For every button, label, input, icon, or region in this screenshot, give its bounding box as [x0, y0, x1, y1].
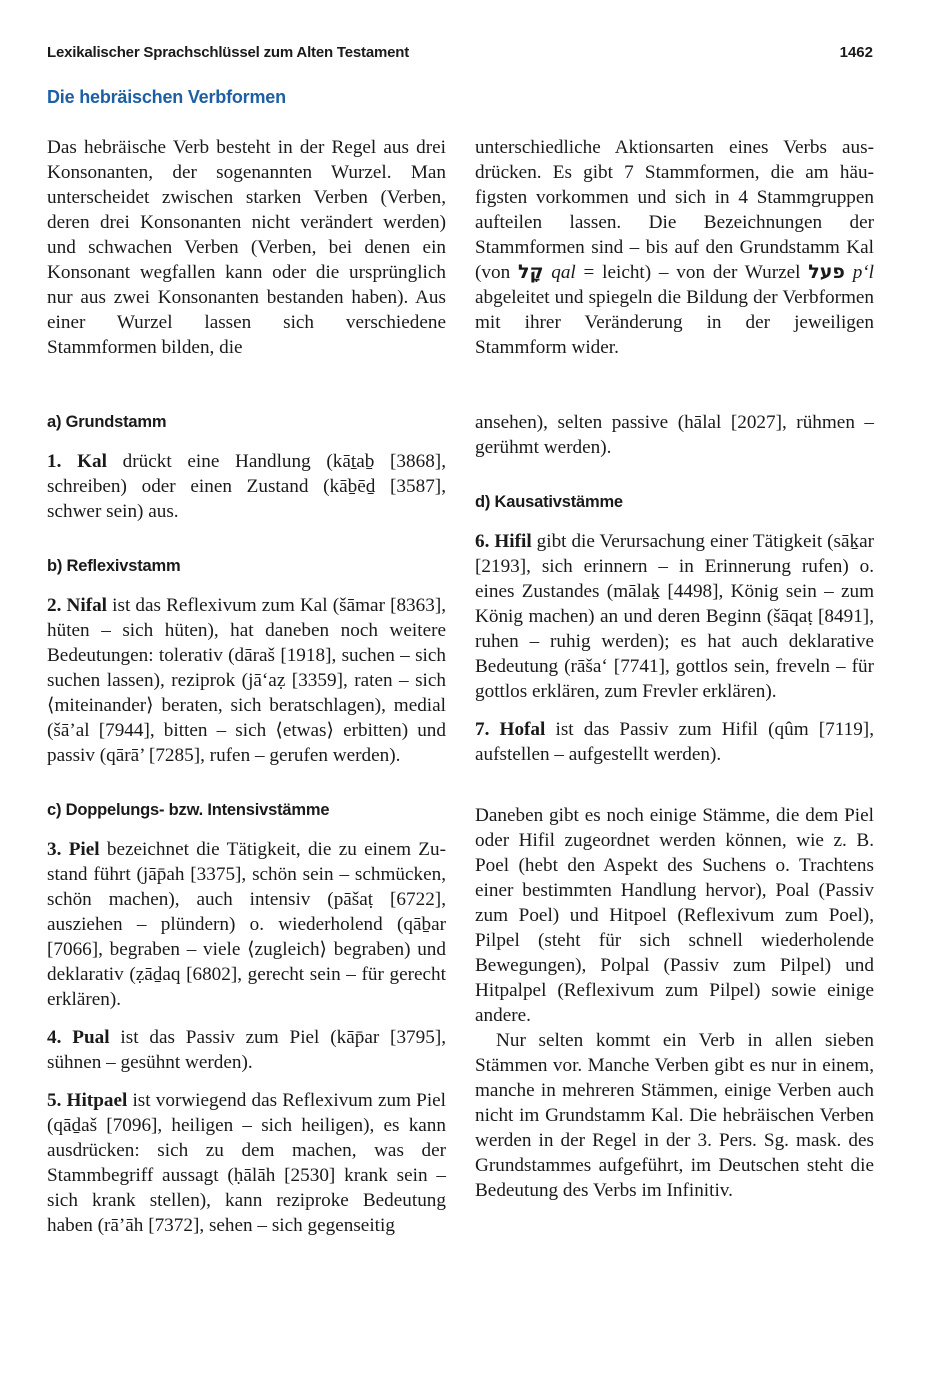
entry-nifal-number: 2. [47, 595, 62, 616]
translit-pl: p‘l [852, 262, 875, 283]
intro-right-column [475, 135, 874, 360]
entry-nifal-term: Nifal [66, 595, 108, 616]
heading-kausativstaemme: d) Kausativstämme [475, 493, 623, 511]
entry-hitpael [47, 1088, 446, 1238]
entry-hitpael-continued: ansehen), selten passive (hālal [2027], rühmen – gerühmt werden). [475, 412, 874, 458]
entry-nifal-text: ist das Reflexivum zum Kal (šāmar [8363], hüten – sich hüten), hat daneben noch weitere Bedeutungen: tolerativ (dāraš [1918], suchen – sich suchen lassen), reziprok (jā‘aẓ [3359], raten – sich ⟨miteinander⟩ beraten, sich beratschlagen), medial (šā’al [7944], bitten – sich ⟨etwas⟩ erbitten) und passiv (qārā’ [7285], rufen – gerufen werden). [47, 595, 447, 766]
entry-nifal [47, 593, 446, 768]
entry-kal-term: Kal [77, 451, 107, 472]
hebrew-pl: פעל [808, 261, 845, 283]
intro-paragraph-right [475, 135, 874, 360]
entry-hitpael-text: ist vorwiegend das Reflexivum zum Piel (qāḏaš [7096], heiligen – sich heiligen), es kann ausdrücken: sich zu dem machen, was der Stammbegriff aussagt (ḥālāh [2530] krank sein – sich krank stellen), kann reziproke Bedeutung haben (rā’āh [7372], sehen – sich gegenseitig [47, 1090, 446, 1236]
intro-paragraph-left: Das hebräische Verb besteht in der Regel aus drei Konsonanten, der sogenannten Wurzel. Man unterscheidet zwischen starken Verben (Verben, deren drei Konsonanten nicht verändert werden) und schwachen Verben (Verben, bei denen ein Konsonant wegfallen kann oder die ursprünglich nur aus zwei Konsonanten bestanden haben). Aus einer Wurzel lassen sich verschiedene Stammformen bilden, die [47, 137, 446, 358]
entry-pual-term: Pual [72, 1027, 110, 1048]
section-title: Die hebräischen Verbformen [47, 87, 286, 107]
lower-left-column [47, 410, 446, 1238]
intro-left-column [47, 135, 446, 360]
entry-piel [47, 837, 446, 1012]
entry-piel-number: 3. [47, 839, 62, 860]
entry-pual [47, 1025, 446, 1075]
intro-right-post: abgeleitet und spiegeln die Bildung der Verbformen mit ihrer Veränderung in der jeweiligen Stammform wider. [475, 287, 874, 358]
entry-kal-number: 1. [47, 451, 62, 472]
heading-reflexivstamm: b) Reflexivstamm [47, 557, 181, 575]
entry-hofal-text: ist das Passiv zum Hifil (qûm [7119], aufstellen – aufgestellt werden). [475, 719, 874, 765]
lower-right-column [475, 410, 874, 1203]
entry-kal [47, 449, 446, 524]
entry-hofal [475, 717, 874, 767]
entry-pual-text: ist das Passiv zum Piel (kāp̄ar [3795], sühnen – gesühnt werden). [47, 1027, 447, 1073]
entry-piel-term: Piel [68, 839, 100, 860]
closing-paragraph-2: Nur selten kommt ein Verb in allen sieben Stämmen vor. Manche Verben gibt es nur in einem, manche in mehreren Stämmen, einige Verben auch nicht im Grundstamm Kal. Die hebräischen Verben werden in der Regel in der 3. Pers. Sg. mask. des Grundstammes aufgeführt, im Deutschen steht die Bedeutung des Verbs im Infinitiv. [475, 1030, 874, 1201]
closing-paragraph-1: Daneben gibt es noch einige Stämme, die dem Piel oder Hifil zugeordnet werden können, wie z. B. Poel (hebt den Aspekt des Suchens o. Trachtens einer bestimmten Handlung hervor), Poal (Passiv zum Poel) und Hitpoel (Reflexivum zum Poel), Pilpel (steht für sich schnell wiederholende Bewegungen), Polpal (Passiv zum Pilpel) und Hitpalpel (Reflexivum zum Pilpel) sowie einige andere. [475, 805, 874, 1026]
entry-pual-number: 4. [47, 1027, 62, 1048]
heading-intensivstaemme: c) Doppelungs- bzw. Intensivstämme [47, 801, 330, 819]
intro-right-pre: unterschiedliche Aktionsarten eines Verbs ausdrücken. Es gibt 7 Stammformen, die am häufigsten vorkommen und sich in 4 Stammgruppen aufteilen lassen. Die Bezeichnungen der Stammformen sind – bis auf den Grundstamm Kal (von [475, 137, 874, 283]
entry-hifil [475, 529, 874, 704]
entry-hitpael-number: 5. [47, 1090, 62, 1111]
hebrew-qal: קָל [517, 261, 544, 283]
entry-hifil-term: Hifil [494, 531, 532, 552]
entry-hitpael-term: Hitpael [66, 1090, 128, 1111]
entry-hifil-number: 6. [475, 531, 490, 552]
entry-kal-text: drückt eine Handlung (kāṯaḇ [3868], schreiben) oder einen Zustand (kāḇēḏ [3587], schwer sein) aus. [47, 451, 446, 522]
entry-piel-text: bezeichnet die Tätigkeit, die zu einem Zustand führt (jāp̄ah [3375], schön sein – schmücken, schön machen), auch intensiv (pāšaṭ [6722], ausziehen – plündern) o. wiederholend (qāḇar [7066], begraben – viele ⟨zugleich⟩ begraben) und deklarativ (ẓāḏaq [6802], gerecht sein – für gerecht erklären). [47, 839, 446, 1010]
entry-hifil-text: gibt die Verursachung einer Tätigkeit (sāḵar [2193], sich erinnern – in Erinnerung rufen) o. eines Zustandes (mālaḵ [4498], König sein – zum König machen) an und deren Beginn (šāqaṭ [8491], ruhen – ruhig werden); es hat auch deklarative Bedeutung (rāša‘ [7741], gottlos sein, freveln – für gottlos erklären, zum Frevler erklären). [475, 531, 875, 702]
translit-qal: qal [551, 262, 576, 283]
intro-right-mid: = leicht) – von der Wurzel [583, 262, 801, 283]
entry-hofal-term: Hofal [499, 719, 546, 740]
running-header [47, 44, 873, 68]
page-number: 1462 [839, 44, 873, 61]
heading-grundstamm: a) Grundstamm [47, 413, 167, 431]
entry-hofal-number: 7. [475, 719, 490, 740]
running-title: Lexikalischer Sprachschlüssel zum Alten Testament [47, 44, 410, 61]
